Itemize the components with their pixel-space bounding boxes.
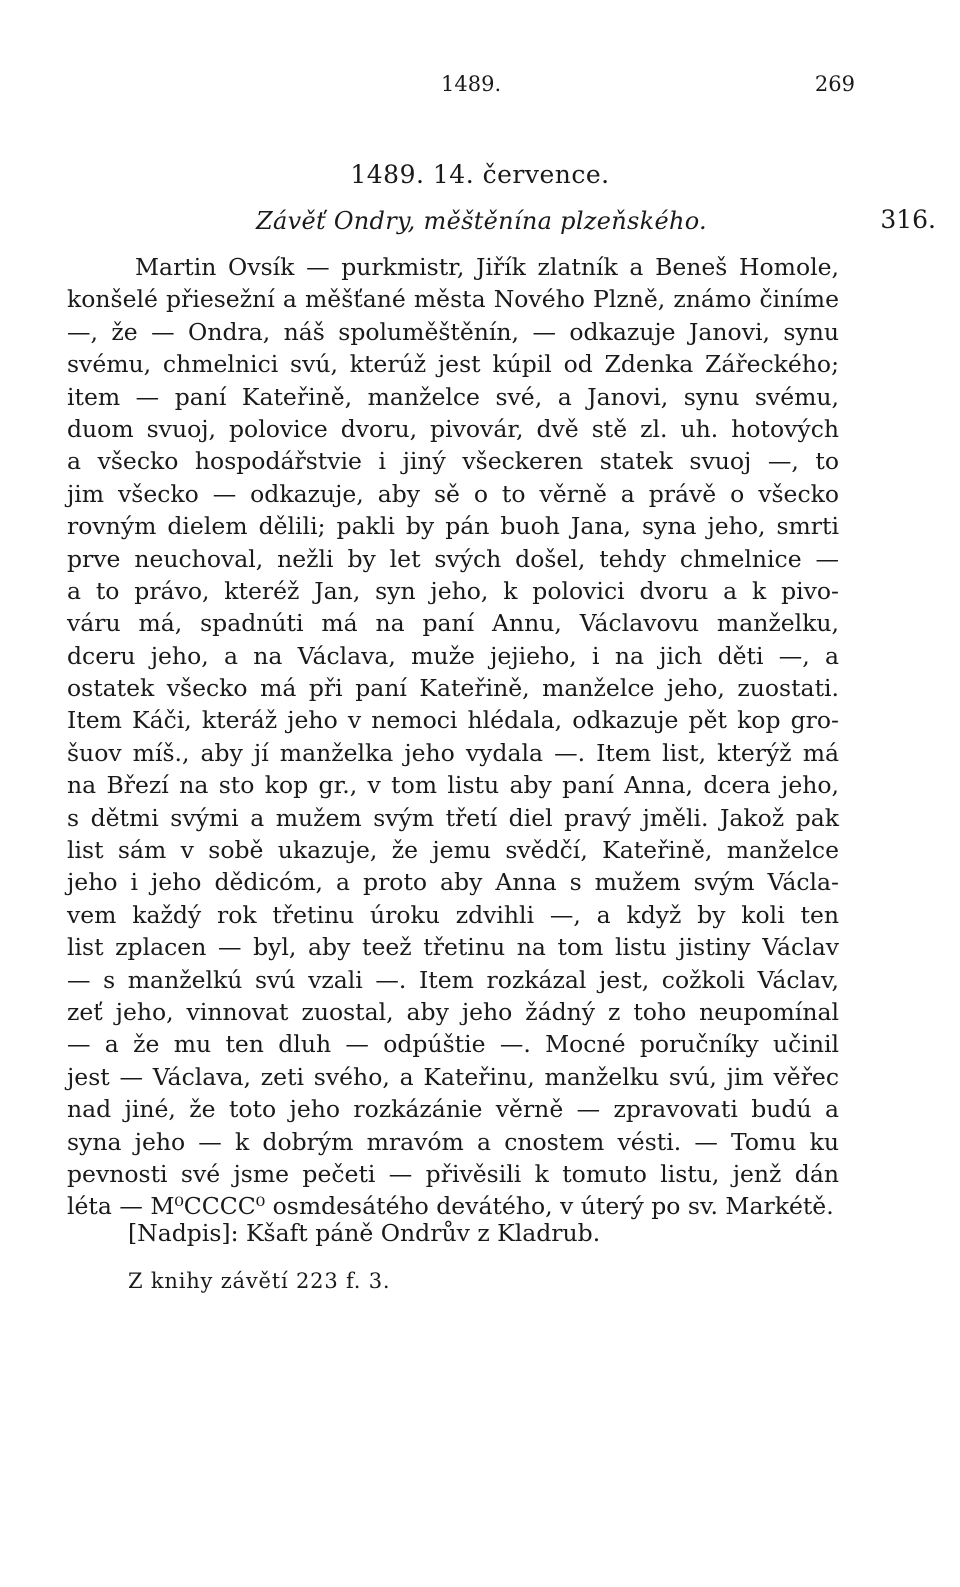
body-line: —, že — Ondra, náš spoluměštěnín, — odkazuje Janovi, synu: [67, 317, 839, 346]
running-head: [0, 72, 960, 102]
body-line: váru má, spadnúti má na paní Annu, Václavovu manželku,: [67, 609, 839, 638]
document-number: 316.: [880, 205, 936, 234]
body-line: léta — M⁰CCCC⁰ osmdesátého devátého, v úterý po sv. Markétě.: [67, 1192, 834, 1221]
body-line: jeho i jeho dědicóm, a proto aby Anna s mužem svým Václa-: [67, 868, 839, 897]
body-line: s dětmi svými a mužem svým třetí diel pravý jměli. Jakož pak: [67, 803, 839, 832]
body-line: zeť jeho, vinnovat zuostal, aby jeho žádný z toho neupomínal: [67, 997, 839, 1026]
source-citation: Z knihy závětí 223 f. 3.: [128, 1269, 391, 1293]
body-line: syna jeho — k dobrým mravóm a cnostem vésti. — Tomu ku: [67, 1127, 839, 1156]
inscription-note: [Nadpis]: Kšaft páně Ondrův z Kladrub.: [128, 1219, 601, 1247]
body-line: — a že mu ten dluh — odpúštie —. Mocné poručníky učinil: [67, 1030, 839, 1059]
body-line: rovným dielem dělili; pakli by pán buoh Jana, syna jeho, smrti: [67, 512, 839, 541]
body-line: a to právo, kteréž Jan, syn jeho, k polovici dvoru a k pivo-: [67, 576, 839, 605]
body-line: na Březí na sto kop gr., v tom listu aby paní Anna, dcera jeho,: [67, 771, 839, 800]
body-line: — s manželkú svú vzali —. Item rozkázal jest, cožkoli Václav,: [67, 965, 839, 994]
body-line: item — paní Kateřině, manželce své, a Janovi, synu svému,: [67, 382, 839, 411]
running-head-year: 1489.: [441, 72, 502, 96]
body-line: vem každý rok třetinu úroku zdvihli —, a když by koli ten: [67, 900, 839, 929]
body-line: nad jiné, že toto jeho rozkázánie věrně — zpravovati budú a: [67, 1095, 839, 1124]
body-line: jim všecko — odkazuje, aby sě o to věrně a právě o všecko: [67, 479, 839, 508]
document-date: 1489. 14. července.: [350, 160, 610, 189]
document-title: Závěť Ondry, měštěnína plzeňského.: [256, 207, 707, 235]
body-line: list sám v sobě ukazuje, že jemu svědčí, Kateřině, manželce: [67, 836, 839, 865]
body-line: prve neuchoval, nežli by let svých došel, tehdy chmelnice —: [67, 544, 839, 573]
body-line: a všecko hospodářstvie i jiný všeckeren statek svuoj —, to: [67, 447, 839, 476]
body-line: dceru jeho, a na Václava, muže jejieho, i na jich děti —, a: [67, 641, 839, 670]
page-number: 269: [814, 72, 855, 96]
body-line: konšelé přiesežní a měšťané města Nového Plzně, známo činíme: [67, 285, 839, 314]
body-line: list zplacen — byl, aby teež třetinu na tom listu jistiny Václav: [67, 933, 839, 962]
body-line: ostatek všecko má při paní Kateřině, manželce jeho, zuostati.: [67, 674, 839, 703]
body-line: Martin Ovsík — purkmistr, Jiřík zlatník a Beneš Homole,: [135, 253, 839, 281]
body-line: šuov míš., aby jí manželka jeho vydala —. Item list, kterýž má: [67, 738, 839, 767]
body-line: pevnosti své jsme pečeti — přivěsili k tomuto listu, jenž dán: [67, 1159, 839, 1188]
body-line: svému, chmelnici svú, kterúž jest kúpil od Zdenka Zářeckého;: [67, 350, 839, 379]
body-line: jest — Václava, zeti svého, a Kateřinu, manželku svú, jim věřec: [67, 1062, 839, 1091]
body-line: Item Káči, kteráž jeho v nemoci hlédala, odkazuje pět kop gro-: [67, 706, 839, 735]
body-line: duom svuoj, polovice dvoru, pivovár, dvě stě zl. uh. hotových: [67, 414, 839, 443]
document-body: [67, 251, 839, 1223]
